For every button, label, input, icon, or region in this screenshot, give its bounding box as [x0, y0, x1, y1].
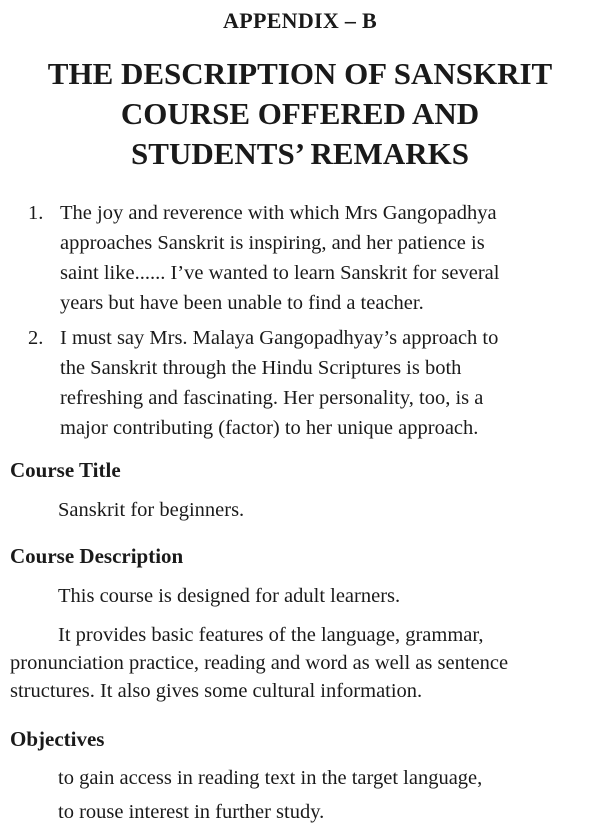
course-title-text: Sanskrit for beginners.	[58, 499, 245, 521]
title-line: STUDENTS’ REMARKS	[131, 136, 469, 171]
remark-line: saint like...... I’ve wanted to learn Sanskrit for several	[60, 262, 500, 284]
remark-number: 1.	[28, 202, 44, 224]
remark-item	[28, 323, 598, 443]
appendix-label: APPENDIX – B	[223, 8, 377, 33]
student-remarks-list	[28, 198, 598, 448]
objective-item: to gain access in reading text in the target language,	[58, 767, 483, 789]
remark-line: the Sanskrit through the Hindu Scriptures is both	[60, 357, 462, 379]
remark-number: 2.	[28, 327, 44, 349]
course-title-heading: Course Title	[10, 458, 121, 482]
course-description-line: It provides basic features of the language, grammar,	[58, 624, 484, 646]
remark-item	[28, 198, 598, 318]
course-description-line: pronunciation practice, reading and word as well as sentence	[10, 652, 509, 674]
course-description-line: structures. It also gives some cultural information.	[10, 680, 423, 702]
remark-line: approaches Sanskrit is inspiring, and her patience is	[60, 232, 485, 254]
remark-line: major contributing (factor) to her unique approach.	[60, 417, 479, 439]
course-description-para: This course is designed for adult learners.	[58, 585, 401, 607]
remark-line: I must say Mrs. Malaya Gangopadhyay’s approach to	[60, 327, 499, 349]
course-description-heading: Course Description	[10, 544, 184, 568]
page-title	[0, 54, 600, 174]
remark-line: The joy and reverence with which Mrs Gangopadhya	[60, 202, 497, 224]
remark-line: refreshing and fascinating. Her personality, too, is a	[60, 387, 484, 409]
objectives-heading: Objectives	[10, 727, 105, 751]
remark-line: years but have been unable to find a teacher.	[60, 292, 424, 314]
objective-item: to rouse interest in further study.	[58, 801, 325, 823]
title-line: COURSE OFFERED AND	[120, 96, 480, 131]
title-line: THE DESCRIPTION OF SANSKRIT	[47, 56, 553, 91]
